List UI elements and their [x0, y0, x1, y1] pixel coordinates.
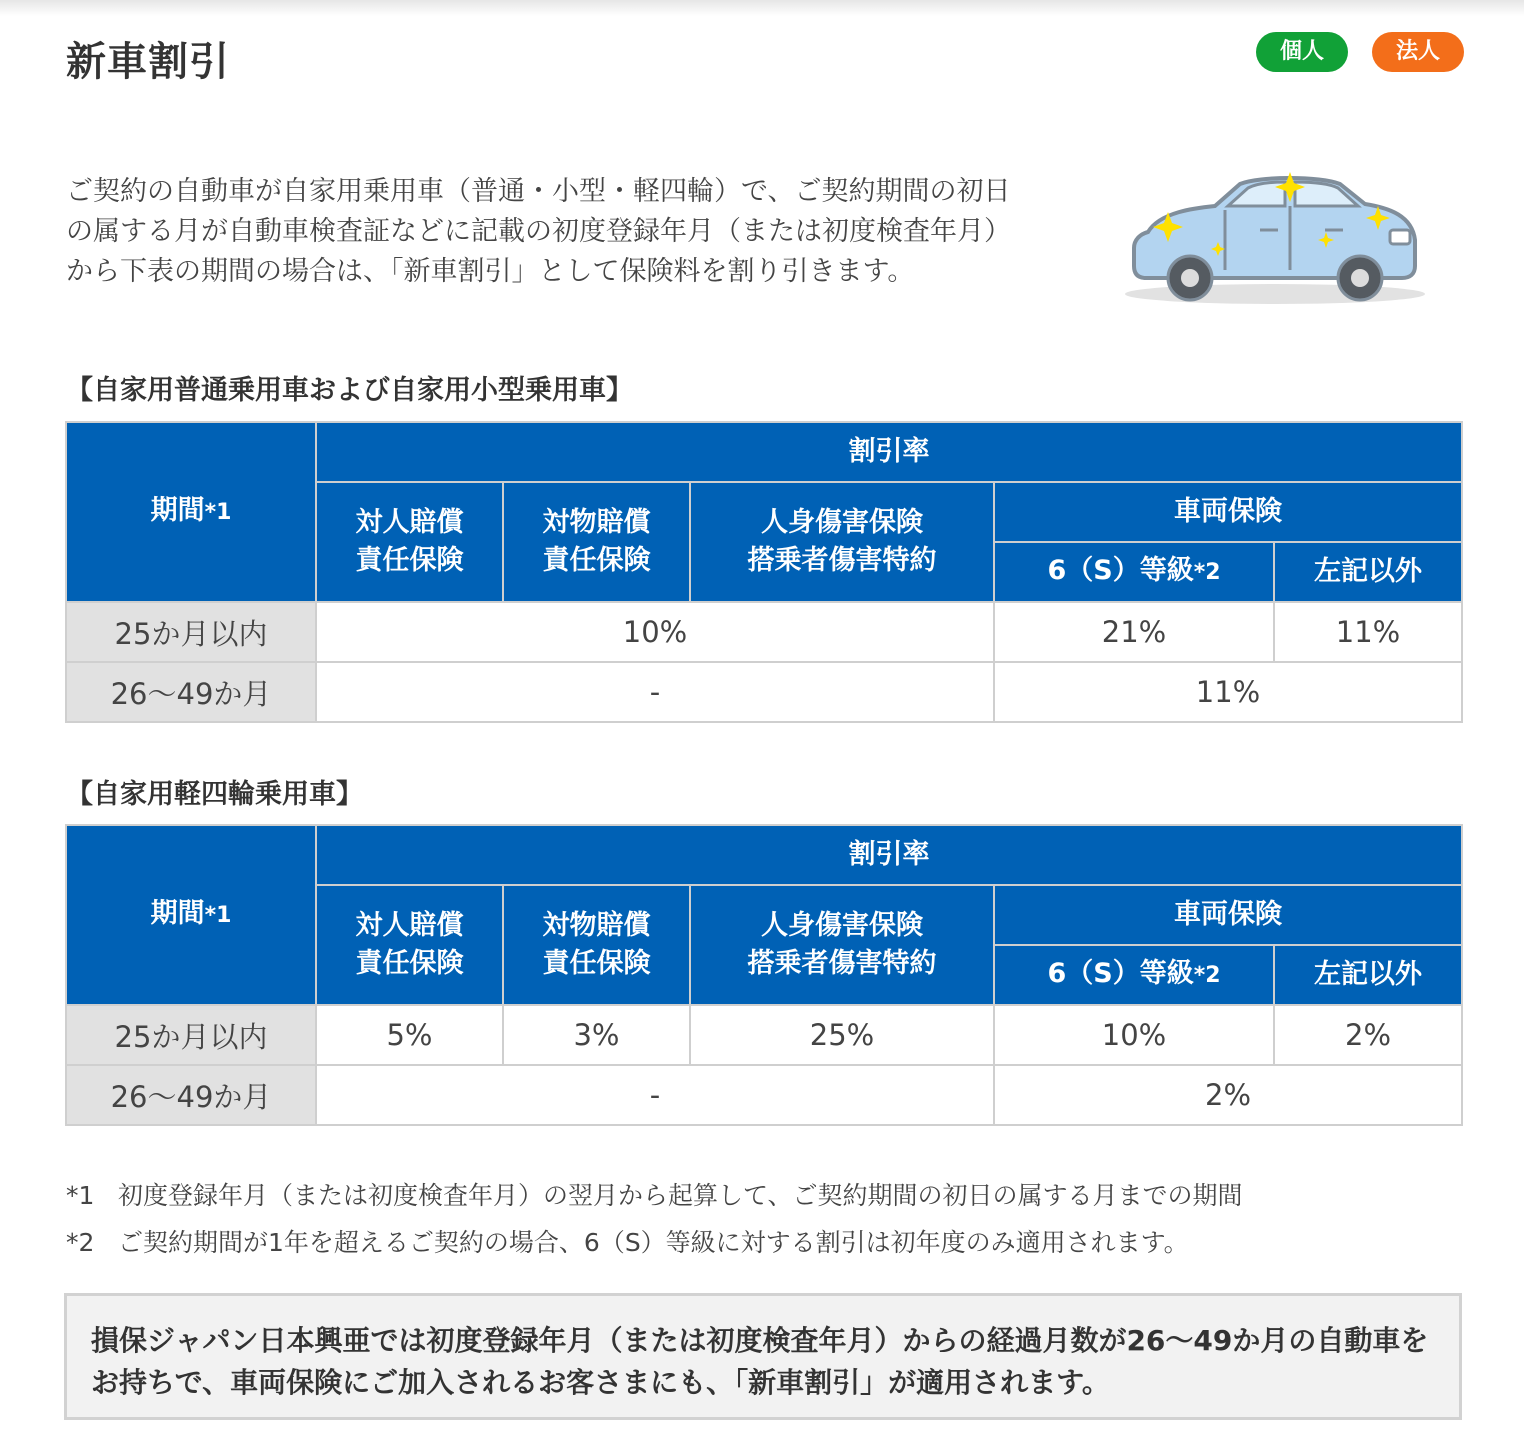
header-personal-injury: 人身傷害保険 搭乗者傷害特約 [690, 885, 994, 1005]
page-title: 新車割引 [66, 39, 230, 85]
header-vehicle-insurance: 車両保険 [994, 885, 1462, 945]
personal-rate-cell: 25% [690, 1005, 994, 1065]
header-period: 期間*1 [66, 422, 316, 602]
liability-rate-cell: - [316, 1065, 994, 1125]
footnote-text: ご契約期間が1年を超えるご契約の場合、6（S）等級に対する割引は初年度のみ適用されます。 [118, 1228, 1189, 1257]
liability-rate-cell: 10% [316, 602, 994, 662]
period-cell: 25か月以内 [66, 602, 316, 662]
personal-badge: 個人 [1256, 32, 1348, 72]
section2-heading: 【自家用軽四輪乗用車】 [66, 779, 363, 810]
header-other: 左記以外 [1274, 542, 1462, 602]
table-row [66, 1065, 1462, 1125]
footnote-2 [66, 1219, 1243, 1266]
period-cell: 25か月以内 [66, 1005, 316, 1065]
footnote-text: 初度登録年月（または初度検査年月）の翌月から起算して、ご契約期間の初日の属する月までの期間 [118, 1181, 1243, 1210]
header-grade6: 6（S）等級*2 [994, 945, 1274, 1005]
header-vehicle-insurance: 車両保険 [994, 482, 1462, 542]
section2-rate-table [65, 824, 1463, 1126]
vehicle-rate-cell: 11% [994, 662, 1462, 722]
grade6-rate-cell: 21% [994, 602, 1274, 662]
header-other: 左記以外 [1274, 945, 1462, 1005]
corporate-badge: 法人 [1372, 32, 1464, 72]
grade6-rate-cell: 10% [994, 1005, 1274, 1065]
vehicle-rate-cell: 2% [994, 1065, 1462, 1125]
notice-box [64, 1293, 1462, 1420]
footnote-mark: *2 [66, 1228, 95, 1257]
top-shadow [0, 0, 1524, 16]
table-row [66, 662, 1462, 722]
header-property-liability: 対物賠償 責任保険 [503, 482, 690, 602]
section1-rate-table [65, 421, 1463, 723]
footnote-mark: *1 [66, 1181, 95, 1210]
header-bodily-liability: 対人賠償 責任保険 [316, 482, 503, 602]
header-discount-rate: 割引率 [316, 422, 1462, 482]
table-row [66, 1005, 1462, 1065]
header-property-liability: 対物賠償 責任保険 [503, 885, 690, 1005]
table-row [66, 602, 1462, 662]
footnote-1 [66, 1172, 1243, 1219]
intro-text: ご契約の自動車が自家用乗用車（普通・小型・軽四輪）で、ご契約期間の初日の属する月が自動車検査証などに記載の初度登録年月（または初度検査年月）から下表の期間の場合は、「新車割引」として保険料を割り引きます。 [66, 176, 1011, 287]
header-grade6: 6（S）等級*2 [994, 542, 1274, 602]
header-period: 期間*1 [66, 825, 316, 1005]
period-cell: 26〜49か月 [66, 662, 316, 722]
other-rate-cell: 11% [1274, 602, 1462, 662]
liability-rate-cell: - [316, 662, 994, 722]
header-personal-injury: 人身傷害保険 搭乗者傷害特約 [690, 482, 994, 602]
property-rate-cell: 3% [503, 1005, 690, 1065]
sparkling-car-icon [1120, 170, 1430, 310]
header-discount-rate: 割引率 [316, 825, 1462, 885]
notice-text: 損保ジャパン日本興亜では初度登録年月（または初度検査年月）からの経過月数が26〜49か月の自動車をお持ちで、車両保険にご加入されるお客さまにも、「新車割引」が適用されます。 [91, 1324, 1429, 1399]
section1-heading: 【自家用普通乗用車および自家用小型乗用車】 [66, 375, 633, 406]
footnotes [66, 1172, 1243, 1266]
bodily-rate-cell: 5% [316, 1005, 503, 1065]
header-bodily-liability: 対人賠償 責任保険 [316, 885, 503, 1005]
other-rate-cell: 2% [1274, 1005, 1462, 1065]
period-cell: 26〜49か月 [66, 1065, 316, 1125]
